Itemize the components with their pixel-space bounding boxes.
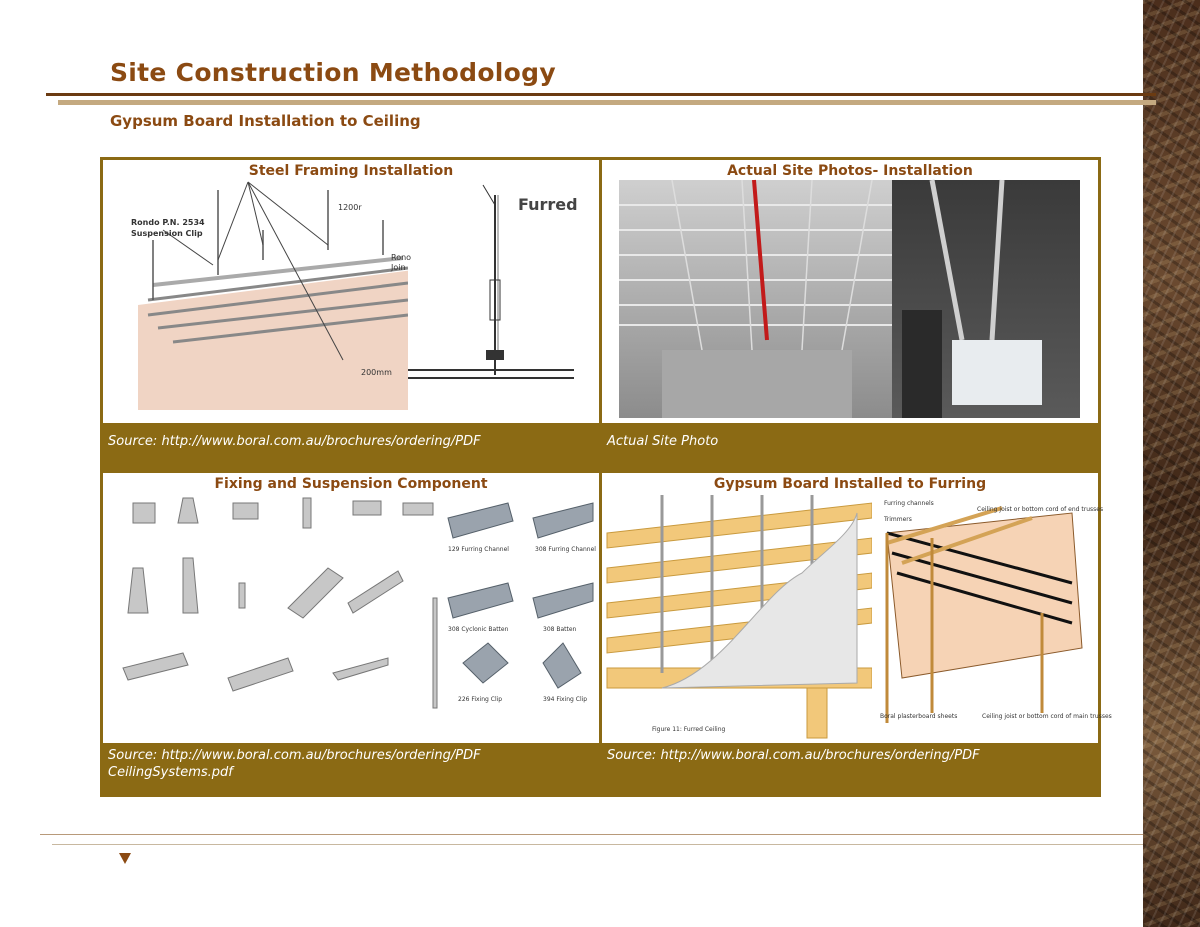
label-furring-channels: Furring channels bbox=[884, 500, 934, 507]
label-main-trusses: Ceiling joist or bottom cord of main trusses bbox=[982, 713, 1112, 720]
stone-texture-border bbox=[1143, 0, 1200, 927]
label-end-trusses: Ceiling joist or bottom cord of end trusses bbox=[977, 506, 1104, 513]
panel-heading: Steel Framing Installation bbox=[248, 163, 454, 179]
title-rule-accent bbox=[58, 100, 1156, 105]
panel-steel-framing bbox=[103, 160, 599, 423]
label-trimmers: Trimmers bbox=[884, 516, 912, 523]
panel-site-photos bbox=[602, 160, 1098, 423]
caption-gypsum-furring: Source: http://www.boral.com.au/brochures/ordering/PDF bbox=[607, 748, 980, 763]
footer-rule-2 bbox=[52, 844, 1143, 845]
panel-fixing-components bbox=[103, 473, 599, 743]
label-308-batten: 308 Batten bbox=[543, 626, 577, 633]
label-figure: Figure 11: Furred Ceiling bbox=[652, 726, 726, 733]
label-394-clip: 394 Fixing Clip bbox=[543, 696, 588, 703]
caption-steel-framing: Source: http://www.boral.com.au/brochures/ordering/PDF bbox=[108, 434, 481, 449]
caption-line-1: Source: http://www.boral.com.au/brochures/ordering/PDF bbox=[108, 748, 481, 763]
title-rule bbox=[46, 93, 1156, 96]
steel-framing-diagram bbox=[103, 160, 599, 423]
footer-rule bbox=[40, 834, 1143, 835]
triangle-marker-icon bbox=[119, 853, 131, 864]
panel-heading: Fixing and Suspension Component bbox=[214, 476, 488, 492]
label-suspension-clip: Suspension Clip bbox=[131, 229, 203, 238]
grid-divider bbox=[599, 157, 602, 797]
label-129-channel: 129 Furring Channel bbox=[448, 546, 509, 553]
label-1200: 1200r bbox=[338, 203, 362, 212]
components-catalogue bbox=[103, 473, 599, 743]
label-200mm: 200mm bbox=[361, 368, 392, 377]
label-308-cyclonic: 308 Cyclonic Batten bbox=[448, 626, 509, 633]
site-photo bbox=[602, 160, 1098, 423]
label-plasterboard: Boral plasterboard sheets bbox=[880, 713, 958, 720]
caption-line-2: CeilingSystems.pdf bbox=[108, 765, 233, 780]
label-226-clip: 226 Fixing Clip bbox=[458, 696, 503, 703]
panel-heading: Gypsum Board Installed to Furring bbox=[713, 476, 987, 492]
panel-gypsum-furring bbox=[602, 473, 1112, 743]
caption-site-photo: Actual Site Photo bbox=[607, 434, 719, 449]
label-join: Join bbox=[391, 263, 406, 272]
furred-ceiling-diagram bbox=[602, 473, 1112, 743]
page-subtitle: Gypsum Board Installation to Ceiling bbox=[110, 112, 421, 130]
label-furred: Furred bbox=[518, 195, 578, 214]
label-rono: Rono bbox=[391, 253, 412, 262]
panel-heading: Actual Site Photos- Installation bbox=[727, 163, 973, 179]
content-grid bbox=[100, 157, 1112, 797]
label-rondo: Rondo P.N. 2534 bbox=[131, 218, 205, 227]
label-308-channel: 308 Furring Channel bbox=[535, 546, 596, 553]
page-title: Site Construction Methodology bbox=[110, 58, 556, 87]
caption-components bbox=[108, 747, 481, 781]
